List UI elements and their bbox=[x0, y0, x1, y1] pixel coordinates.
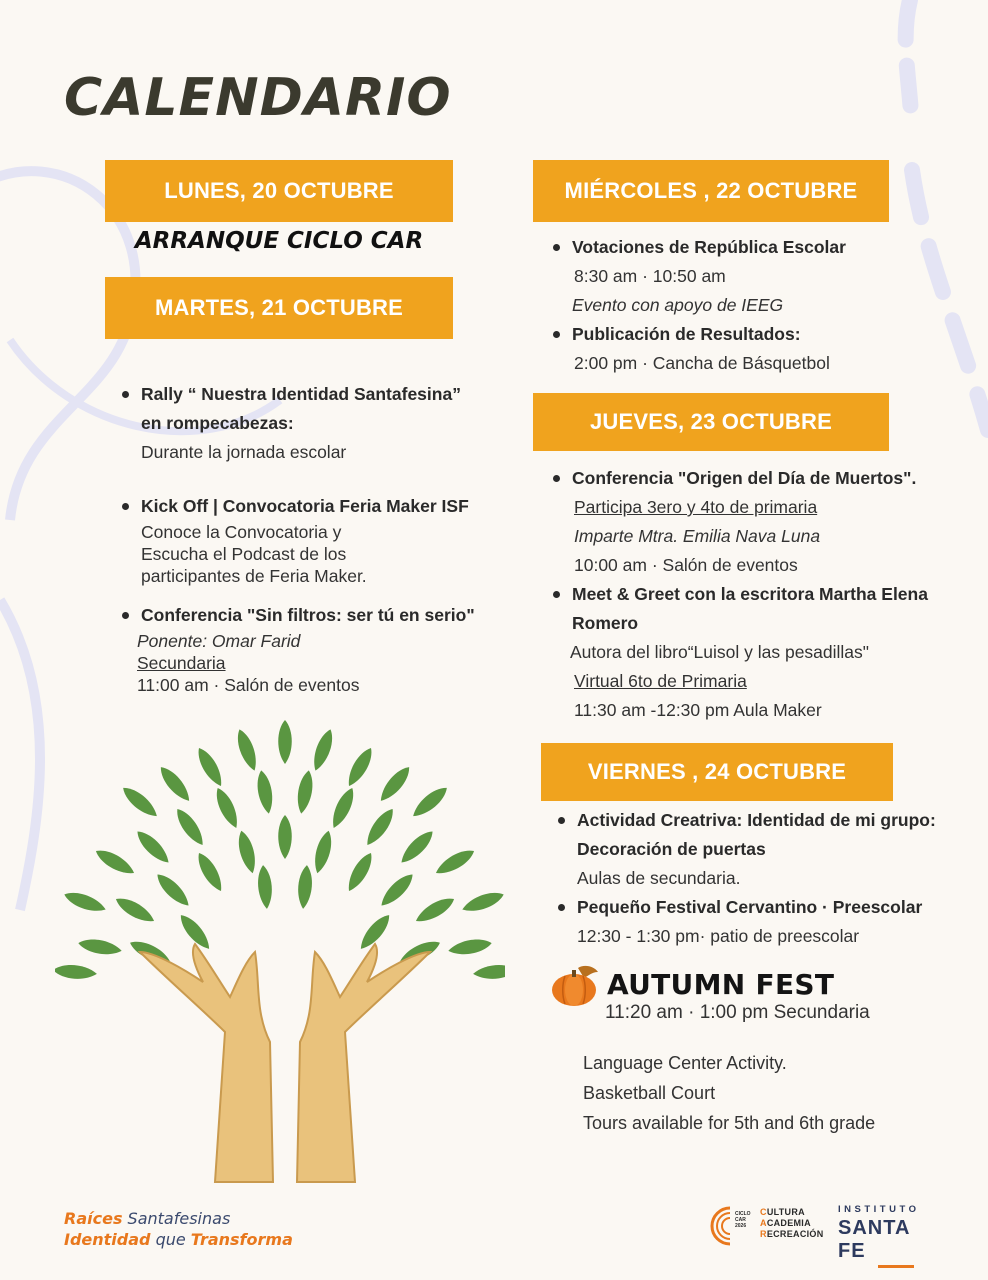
martes-event-1-detail: Durante la jornada escolar bbox=[141, 442, 347, 462]
jueves-event-1-time: 10:00 am · Salón de eventos bbox=[574, 555, 798, 575]
slogan-word-santafesinas: Santafesinas bbox=[122, 1209, 231, 1228]
academia-initial: A bbox=[760, 1218, 767, 1228]
tree-leaves bbox=[55, 720, 505, 981]
slogan-word-que: que bbox=[150, 1230, 191, 1249]
lunes-event: ARRANQUE CICLO CAR bbox=[134, 228, 424, 254]
miercoles-events bbox=[548, 233, 928, 378]
cultura-initial: C bbox=[760, 1207, 767, 1217]
viernes-event-2-time: 12:30 - 1:30 pm· patio de preescolar bbox=[577, 926, 860, 946]
slogan-word-raices: Raíces bbox=[64, 1209, 123, 1228]
ciclo-car-logo-text bbox=[760, 1207, 824, 1240]
viernes-event-1-title-b: Decoración de puertas bbox=[577, 839, 766, 859]
year-label: 2026 bbox=[735, 1223, 747, 1229]
martes-event-2-line1: Conoce la Convocatoria y bbox=[141, 522, 342, 542]
jueves-event-1-title: Conferencia "Origen del Día de Muertos". bbox=[548, 464, 948, 493]
viernes-events bbox=[553, 806, 953, 951]
slogan bbox=[64, 1208, 293, 1250]
recreacion-rest: ECREACIÓN bbox=[766, 1229, 824, 1239]
slogan-word-transforma: Transforma bbox=[190, 1230, 293, 1249]
martes-events bbox=[117, 380, 477, 467]
jueves-event-2-time: 11:30 am -12:30 pm Aula Maker bbox=[574, 700, 822, 720]
day-header-jueves: JUEVES, 23 OCTUBRE bbox=[533, 393, 889, 451]
martes-event-1-title-b: en rompecabezas: bbox=[141, 413, 294, 433]
autumn-line-1: Language Center Activity. bbox=[583, 1053, 787, 1073]
martes-event-2-line3: participantes de Feria Maker. bbox=[141, 566, 367, 586]
recreacion-initial: R bbox=[760, 1229, 767, 1239]
ciclo-car-small-text bbox=[735, 1211, 751, 1229]
miercoles-event-1-time: 8:30 am · 10:50 am bbox=[574, 266, 726, 286]
instituto-santa-fe-logo bbox=[838, 1204, 928, 1268]
autumn-line-2: Basketball Court bbox=[583, 1083, 716, 1103]
miercoles-event-1-note: Evento con apoyo de IEEG bbox=[572, 295, 784, 315]
miercoles-event-2-title: Publicación de Resultados: bbox=[548, 320, 928, 349]
day-header-lunes: LUNES, 20 OCTUBRE bbox=[105, 160, 453, 222]
day-header-miercoles: MIÉRCOLES , 22 OCTUBRE bbox=[533, 160, 889, 222]
hands bbox=[140, 944, 430, 1182]
tree-hands-illustration bbox=[55, 712, 505, 1192]
autumn-fest-details bbox=[583, 1048, 875, 1138]
jueves-event-2-title-a: Meet & Greet con la escritora Martha Elena bbox=[548, 580, 948, 609]
logo-accent-bar bbox=[878, 1265, 914, 1268]
autumn-fest-time: 11:20 am · 1:00 pm Secundaria bbox=[605, 1002, 870, 1023]
jueves-event-1-level: Participa 3ero y 4to de primaria bbox=[574, 497, 818, 517]
martes-event-3-level: Secundaria bbox=[137, 653, 226, 673]
martes-event-3-title: Conferencia "Sin filtros: ser tú en serio" bbox=[117, 601, 477, 630]
slogan-word-identidad: Identidad bbox=[64, 1230, 151, 1249]
martes-event-3-speaker: Ponente: Omar Farid bbox=[137, 631, 301, 651]
martes-event-2 bbox=[117, 492, 477, 587]
cultura-rest: ULTURA bbox=[766, 1207, 805, 1217]
day-header-martes: MARTES, 21 OCTUBRE bbox=[105, 277, 453, 339]
car-label: CAR bbox=[735, 1217, 746, 1223]
jueves-event-2-book: Autora del libro“Luisol y las pesadillas" bbox=[570, 642, 870, 662]
viernes-event-1-detail: Aulas de secundaria. bbox=[577, 868, 741, 888]
ciclo-label: CICLO bbox=[735, 1211, 751, 1217]
santa-fe-label: SANTA FE bbox=[838, 1217, 910, 1262]
jueves-event-1-speaker: Imparte Mtra. Emilia Nava Luna bbox=[574, 526, 821, 546]
martes-event-2-line2: Escucha el Podcast de los bbox=[141, 544, 347, 564]
martes-event-3-time: 11:00 am · Salón de eventos bbox=[137, 675, 360, 695]
autumn-line-3: Tours available for 5th and 6th grade bbox=[583, 1113, 876, 1133]
page-title: CALENDARIO bbox=[64, 68, 452, 128]
jueves-event-2-level: Virtual 6to de Primaria bbox=[574, 671, 747, 691]
academia-rest: CADEMIA bbox=[766, 1218, 811, 1228]
martes-event-1-title-a: Rally “ Nuestra Identidad Santafesina” bbox=[117, 380, 477, 409]
viernes-event-1-title-a: Actividad Creatriva: Identidad de mi grupo: bbox=[553, 806, 953, 835]
martes-event-2-title: Kick Off | Convocatoria Feria Maker ISF bbox=[117, 492, 477, 521]
miercoles-event-2-time: 2:00 pm · Cancha de Básquetbol bbox=[574, 353, 830, 373]
miercoles-event-1-title: Votaciones de República Escolar bbox=[548, 233, 928, 262]
jueves-event-2-title-b: Romero bbox=[572, 613, 639, 633]
jueves-events bbox=[548, 464, 948, 725]
martes-event-3 bbox=[117, 601, 477, 696]
instituto-label: INSTITUTO bbox=[838, 1204, 920, 1215]
pumpkin-icon bbox=[548, 964, 604, 1008]
day-header-viernes: VIERNES , 24 OCTUBRE bbox=[541, 743, 893, 801]
viernes-event-2-title: Pequeño Festival Cervantino · Preescolar bbox=[553, 893, 953, 922]
autumn-fest-title: AUTUMN FEST bbox=[607, 968, 835, 1001]
